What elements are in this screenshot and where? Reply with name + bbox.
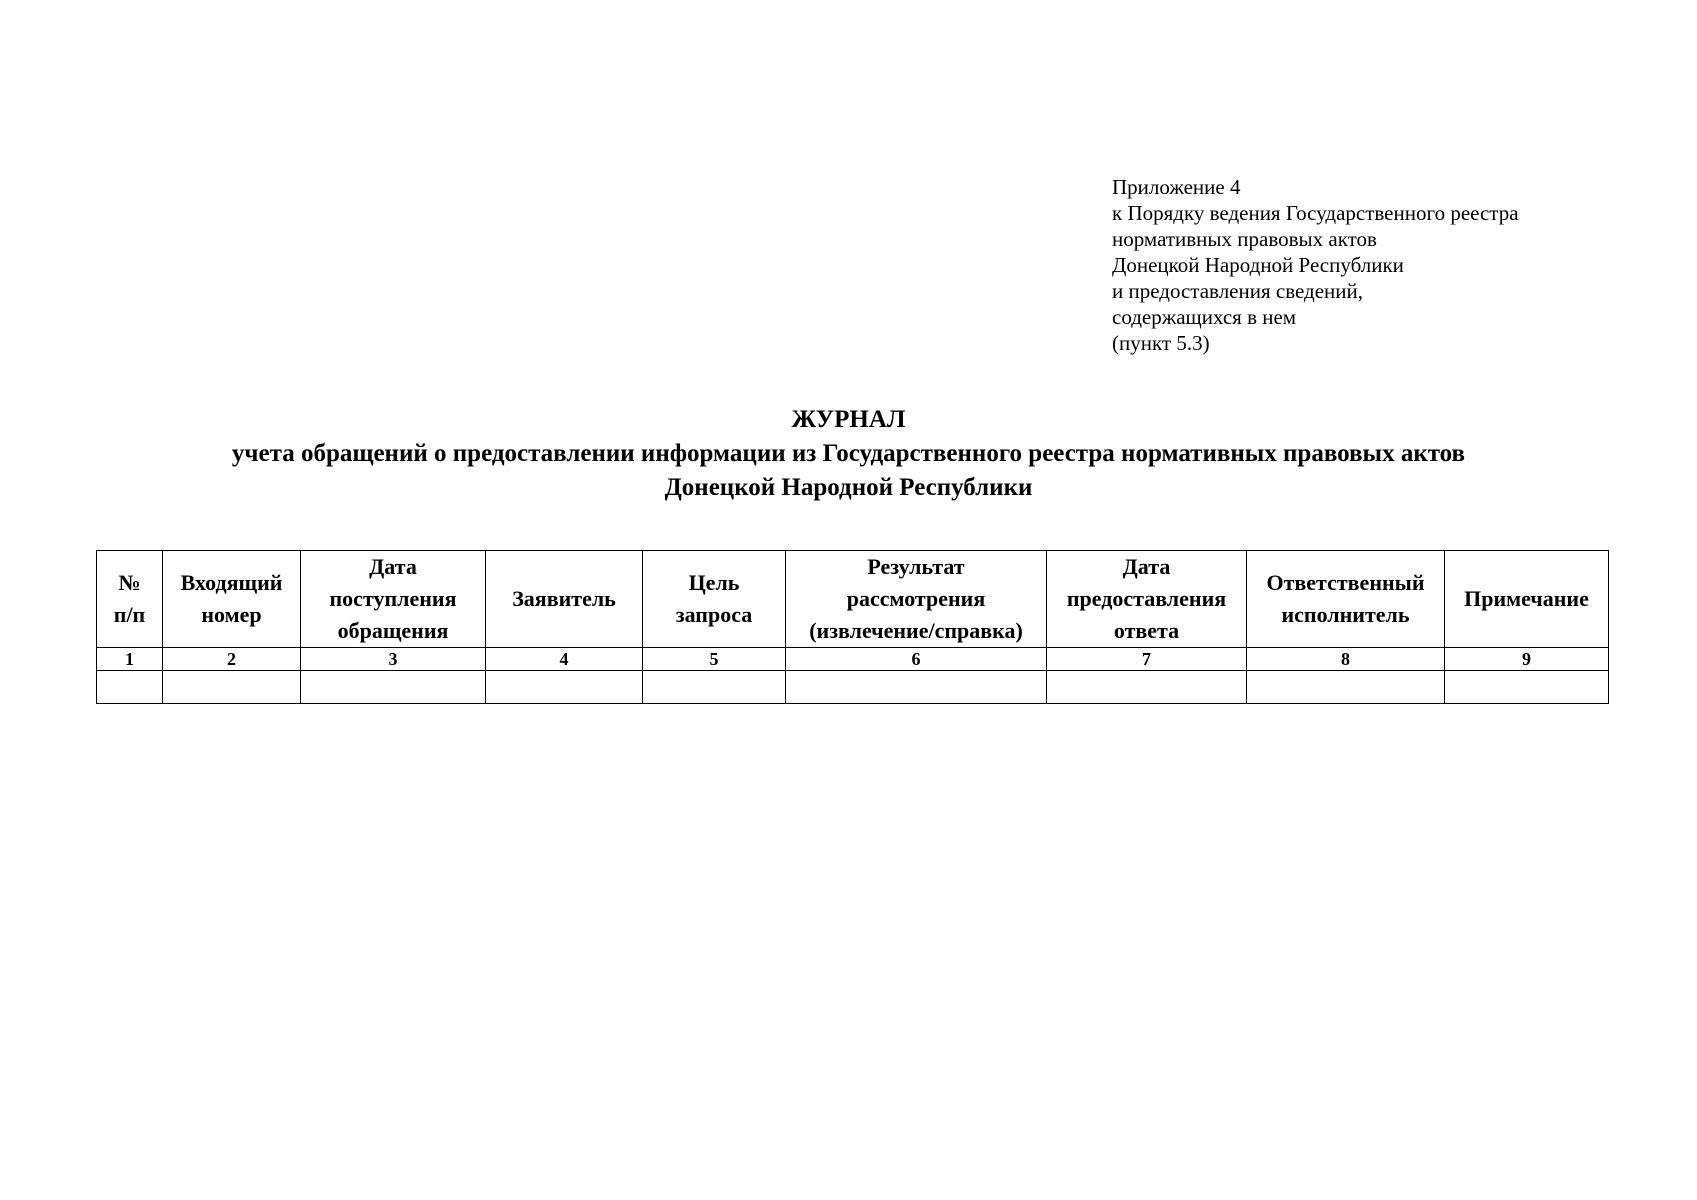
column-header-line: Примечание: [1464, 586, 1589, 611]
column-header-review-result: [786, 551, 1047, 648]
column-header-line: поступления: [329, 586, 457, 611]
column-header-line: Дата: [1122, 554, 1171, 579]
column-header-applicant: [486, 551, 643, 648]
column-header-line: Входящий: [180, 570, 283, 595]
column-header-receipt-date: [301, 551, 486, 648]
column-header-line: обращения: [337, 618, 449, 643]
column-header-line: запроса: [675, 602, 753, 627]
column-number: 5: [643, 648, 786, 671]
column-number: 8: [1247, 648, 1445, 671]
column-header-request-purpose: [643, 551, 786, 648]
document-title: [0, 403, 1697, 505]
appendix-line: содержащихся в нем: [1112, 305, 1297, 329]
column-number: 7: [1047, 648, 1247, 671]
title-subtitle: учета обращений о предоставлении информации из Государственного реестра нормативных правовых актов: [231, 440, 1466, 467]
column-header-number: [97, 551, 163, 648]
column-header-line: исполнитель: [1281, 602, 1410, 627]
column-header-line: номер: [201, 602, 262, 627]
table-header-row: [97, 551, 1609, 648]
column-header-line: п/п: [113, 602, 146, 627]
column-header-line: Заявитель: [512, 586, 616, 611]
column-number: 1: [97, 648, 163, 671]
column-header-line: Ответственный: [1266, 570, 1425, 595]
table-cell: [643, 671, 786, 704]
table-cell: [301, 671, 486, 704]
appendix-line: (пункт 5.3): [1112, 331, 1210, 355]
column-header-note: [1445, 551, 1609, 648]
column-header-line: ответа: [1113, 618, 1180, 643]
column-number: 4: [486, 648, 643, 671]
column-header-line: (извлечение/справка): [809, 618, 1023, 643]
column-header-responsible-executor: [1247, 551, 1445, 648]
table-cell: [1247, 671, 1445, 704]
column-header-incoming-number: [163, 551, 301, 648]
column-header-line: Цель: [688, 570, 740, 595]
column-number-row: [97, 648, 1609, 671]
title-subtitle-2: Донецкой Народной Республики: [664, 474, 1033, 501]
column-number: 6: [786, 648, 1047, 671]
table-cell: [97, 671, 163, 704]
table-cell: [1445, 671, 1609, 704]
journal-table: [96, 550, 1609, 704]
table-cell: [1047, 671, 1247, 704]
column-header-response-date: [1047, 551, 1247, 648]
appendix-line: Приложение 4: [1112, 175, 1241, 199]
table-cell: [486, 671, 643, 704]
table-row: [97, 671, 1609, 704]
appendix-line: к Порядку ведения Государственного реестра: [1112, 201, 1519, 225]
column-header-line: предоставления: [1066, 586, 1227, 611]
column-header-line: №: [118, 570, 141, 595]
column-header-line: Результат: [867, 554, 965, 579]
table-cell: [163, 671, 301, 704]
column-number: 3: [301, 648, 486, 671]
column-number: 9: [1445, 648, 1609, 671]
appendix-line: Донецкой Народной Республики: [1112, 253, 1404, 277]
appendix-note: [1112, 174, 1519, 356]
column-header-line: Дата: [369, 554, 417, 579]
title-heading: ЖУРНАЛ: [791, 406, 906, 433]
appendix-line: нормативных правовых актов: [1112, 227, 1377, 251]
appendix-line: и предоставления сведений,: [1112, 279, 1364, 303]
column-header-line: рассмотрения: [846, 586, 986, 611]
table-cell: [786, 671, 1047, 704]
column-number: 2: [163, 648, 301, 671]
